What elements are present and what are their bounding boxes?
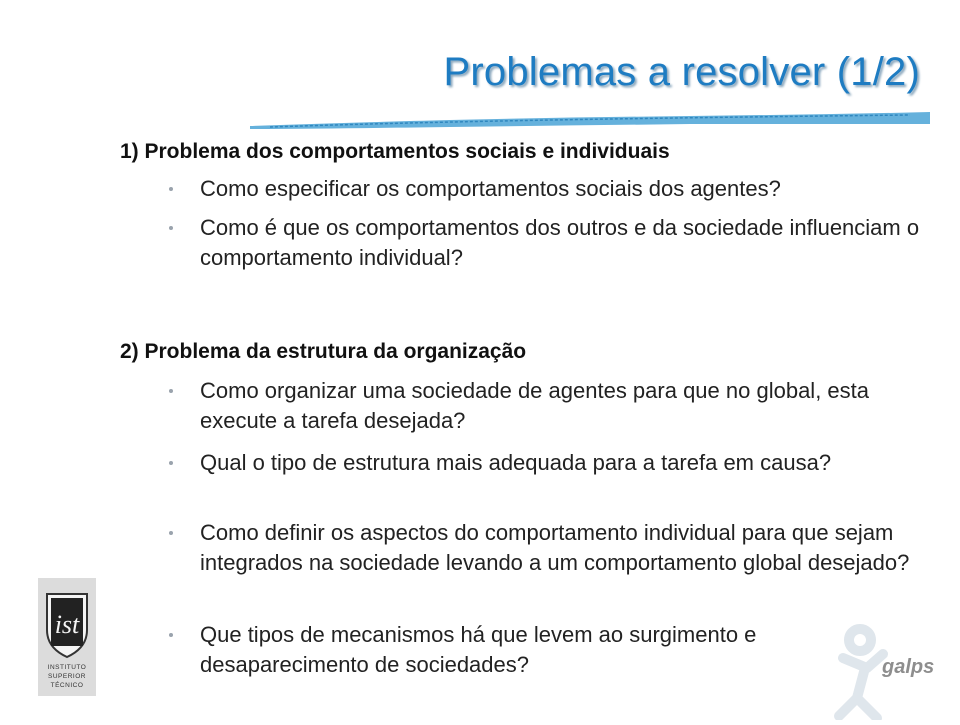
- svg-text:SUPERIOR: SUPERIOR: [48, 673, 86, 680]
- bullet-text: Que tipos de mecanismos há que levem ao surgimento e desaparecimento de sociedades?: [200, 622, 757, 677]
- bullet-text: Como definir os aspectos do comportamento individual para que sejam integrados na sociedade levando a um comportamento global desejado?: [200, 520, 910, 575]
- galps-logo: [825, 618, 960, 720]
- slide-title: Problemas a resolver (1/2): [443, 50, 920, 94]
- bullet-text: Como especificar os comportamentos sociais dos agentes?: [200, 176, 781, 201]
- section-heading-1: 1) Problema dos comportamentos sociais e individuais: [120, 140, 670, 163]
- svg-text:galps: galps: [882, 656, 935, 678]
- bullet-text: Qual o tipo de estrutura mais adequada para a tarefa em causa?: [200, 450, 832, 475]
- bullet-dot: [169, 389, 173, 393]
- section-heading-2: 2) Problema da estrutura da organização: [120, 340, 527, 363]
- bullet-2-4: [169, 620, 929, 680]
- bullet-dot: [169, 633, 173, 637]
- bullet-1-1: [169, 174, 929, 204]
- ist-shield-icon: [38, 578, 96, 696]
- galps-figure-icon: [825, 618, 960, 720]
- bullet-2-3: [169, 518, 929, 578]
- bullet-dot: [169, 531, 173, 535]
- svg-text:INSTITUTO: INSTITUTO: [47, 664, 87, 671]
- title-underline-decoration: [250, 108, 930, 134]
- bullet-1-2: [169, 213, 929, 273]
- bullet-2-2: [169, 448, 929, 478]
- bullet-text: Como organizar uma sociedade de agentes para que no global, esta execute a tarefa desejada?: [200, 378, 870, 433]
- svg-text:TÉCNICO: TÉCNICO: [50, 682, 84, 689]
- ist-logo: [38, 578, 96, 696]
- bullet-text: Como é que os comportamentos dos outros e da sociedade influenciam o comportamento individual?: [200, 215, 920, 270]
- bullet-dot: [169, 187, 173, 191]
- bullet-dot: [169, 461, 173, 465]
- svg-text:ist: ist: [54, 610, 80, 639]
- bullet-2-1: [169, 376, 929, 436]
- bullet-dot: [169, 226, 173, 230]
